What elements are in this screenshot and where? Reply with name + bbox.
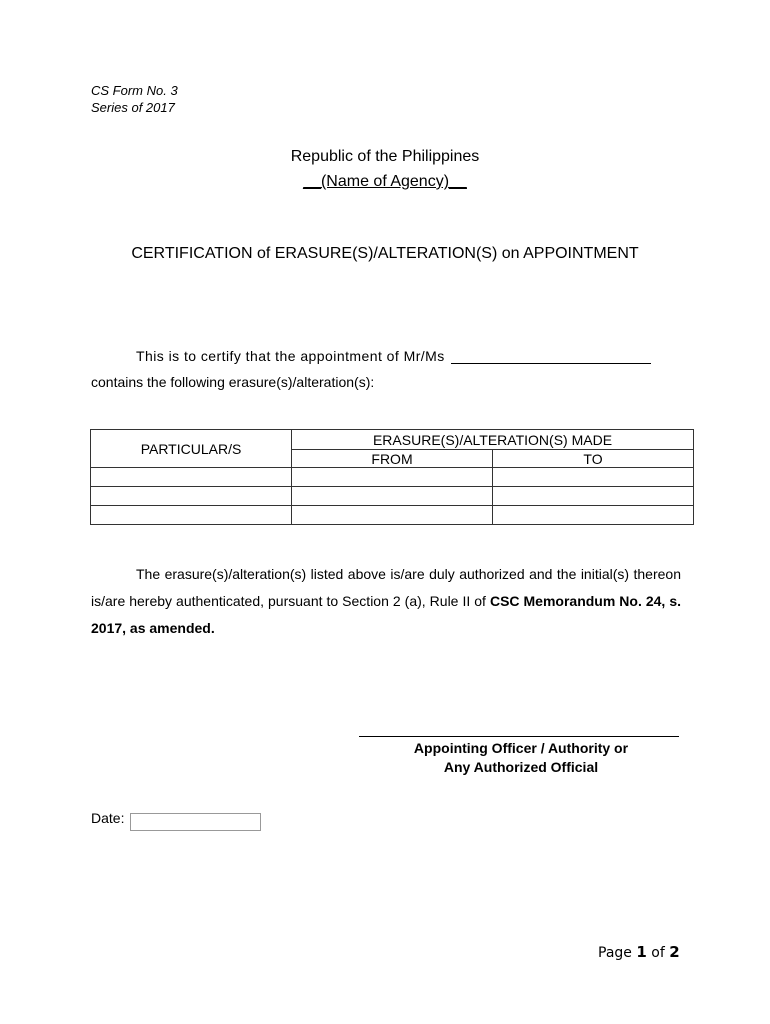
certify-line2: contains the following erasure(s)/alteration(s): (91, 374, 375, 390)
col-group-header: ERASURE(S)/ALTERATION(S) MADE (292, 430, 694, 450)
appointee-name-blank[interactable] (451, 349, 651, 364)
from-cell[interactable] (292, 468, 493, 487)
page-word: Page (598, 945, 632, 961)
erasure-table (90, 429, 694, 525)
table-row (91, 487, 694, 506)
current-page: 1 (636, 943, 647, 961)
signatory-title-line2: Any Authorized Official (443, 759, 599, 775)
total-pages: 2 (669, 943, 680, 961)
authentication-paragraph (91, 561, 681, 642)
certify-line1: This is to certify that the appointment of Mr/Ms (136, 348, 445, 364)
date-field[interactable] (130, 813, 261, 831)
col-particulars-header: PARTICULAR/S (91, 430, 292, 468)
particular-cell[interactable] (91, 487, 292, 506)
col-from-header: FROM (292, 450, 493, 468)
agency-suffix: __ (449, 173, 467, 190)
date-label: Date: (91, 810, 125, 826)
signature-line[interactable] (359, 736, 679, 737)
to-cell[interactable] (493, 468, 694, 487)
form-series: Series of 2017 (91, 100, 175, 115)
document-title: CERTIFICATION of ERASURE(S)/ALTERATION(S) on APPOINTMENT (131, 245, 639, 262)
signatory-title-line1: Appointing Officer / Authority or (413, 740, 629, 756)
particular-cell[interactable] (91, 468, 292, 487)
to-cell[interactable] (493, 487, 694, 506)
agency-heading (0, 173, 770, 191)
form-number: CS Form No. 3 (91, 83, 178, 98)
certify-paragraph (91, 343, 681, 395)
authentication-text: The erasure(s)/alteration(s) listed above is/are duly authorized and the initial(s) thereon is/are hereby authenticated, pursuant to Section 2 (a), Rule II of (91, 566, 681, 609)
signature-block (359, 739, 683, 777)
col-to-header: TO (493, 450, 694, 468)
from-cell[interactable] (292, 487, 493, 506)
to-cell[interactable] (493, 506, 694, 525)
table-row (91, 506, 694, 525)
agency-prefix: __ (303, 173, 321, 190)
particular-cell[interactable] (91, 506, 292, 525)
of-word: of (651, 945, 665, 961)
table-row (91, 468, 694, 487)
page-number (598, 943, 680, 961)
agency-name: (Name of Agency) (320, 173, 450, 190)
memorandum-reference: CSC Memorandum No. 24, s. 2017, as amended. (91, 593, 682, 636)
from-cell[interactable] (292, 506, 493, 525)
form-number-block (91, 82, 178, 116)
republic-heading: Republic of the Philippines (290, 148, 480, 165)
